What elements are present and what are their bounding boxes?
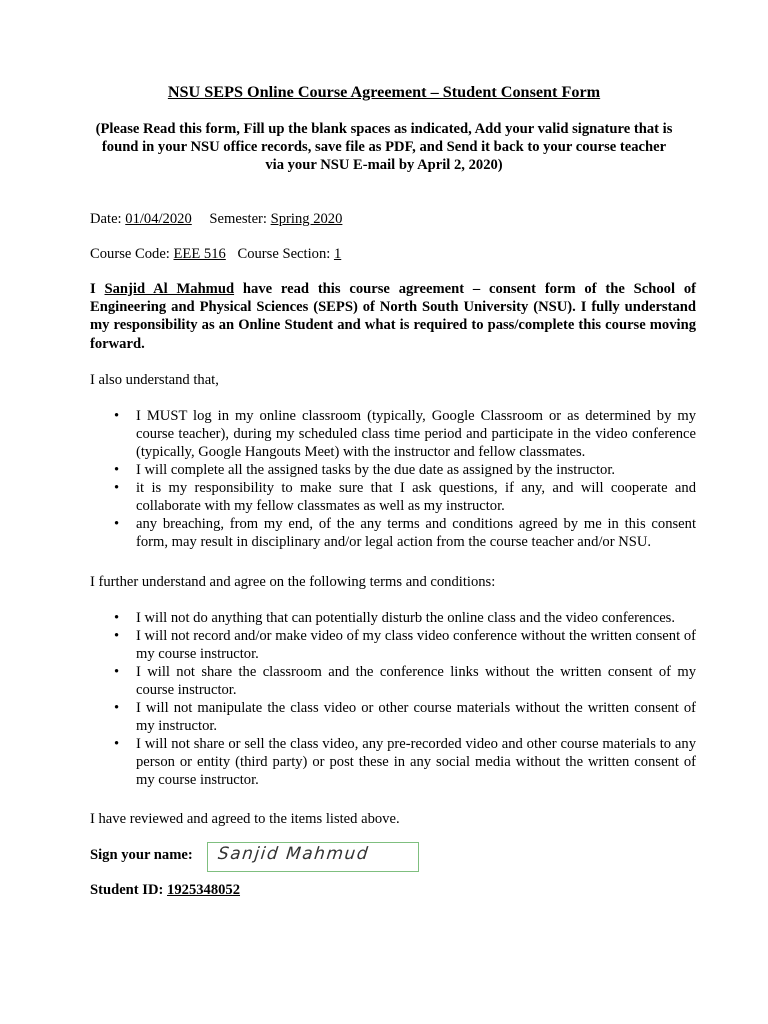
student-id-value[interactable]: 1925348052	[167, 882, 241, 898]
list-item: • it is my responsibility to make sure that I ask questions, if any, and will cooperate and collaborate with my fellow classmates as well as my instructor.	[114, 480, 696, 514]
date-value[interactable]: 01/04/2020	[125, 211, 192, 227]
section2-intro: I further understand and agree on the following terms and conditions:	[90, 574, 496, 590]
date-label: Date:	[90, 211, 122, 227]
course-section-label: Course Section:	[237, 246, 331, 262]
signature-field[interactable]	[207, 842, 419, 872]
bullet-icon: •	[114, 516, 120, 532]
bullet-icon: •	[114, 628, 120, 644]
course-line	[90, 245, 341, 263]
bullet-icon: •	[114, 408, 120, 424]
student-id-line	[90, 881, 240, 899]
section2-list	[90, 609, 696, 789]
date-semester-line	[90, 210, 342, 228]
list-item: • I will not manipulate the class video or other course materials without the written consent of my instructor.	[114, 700, 696, 734]
semester-label: Semester:	[209, 211, 267, 227]
form-instructions: (Please Read this form, Fill up the blank spaces as indicated, Add your valid signature that is found in your NSU office records, save file as PDF, and Send it back to your course teacher via your NSU E-mail by April 2, 2020)	[95, 121, 673, 173]
list-item: • I will not record and/or make video of my class video conference without the written consent of my course instructor.	[114, 628, 696, 662]
list-item: • I will not do anything that can potentially disturb the online class and the video conferences.	[114, 610, 676, 626]
declaration-text: have read this course agreement – consent form of the School of Engineering and Physical Sciences (SEPS) of North South University (NSU). I fully understand my responsibility as an Online Student and what is required to pass/complete this course moving forward.	[90, 281, 696, 352]
list-item: • I will not share or sell the class video, any pre-recorded video and other course materials to any person or entity (third party) or post these in any social media without the written consent of my course instructor.	[114, 736, 696, 788]
declaration-student-name[interactable]: Sanjid Al Mahmud	[104, 281, 235, 297]
declaration-prefix: I	[90, 281, 96, 297]
semester-value[interactable]: Spring 2020	[270, 211, 343, 227]
signature-value: Sanjid Mahmud	[216, 844, 371, 864]
list-item: • any breaching, from my end, of the any terms and conditions agreed by me in this consent form, may result in disciplinary and/or legal action from the course teacher and/or NSU.	[114, 516, 696, 550]
list-item: • I will complete all the assigned tasks by the due date as assigned by the instructor.	[114, 462, 616, 478]
bullet-icon: •	[114, 610, 120, 626]
course-code-label: Course Code:	[90, 246, 170, 262]
bullet-icon: •	[114, 462, 120, 478]
bullet-icon: •	[114, 736, 120, 752]
form-title: NSU SEPS Online Course Agreement – Student Consent Form	[167, 83, 601, 101]
student-id-label: Student ID:	[90, 882, 164, 898]
bullet-icon: •	[114, 664, 120, 680]
closing-statement: I have reviewed and agreed to the items listed above.	[90, 811, 400, 827]
bullet-icon: •	[114, 480, 120, 496]
course-section-value[interactable]: 1	[333, 246, 342, 262]
section1-list	[90, 407, 696, 551]
list-item: • I MUST log in my online classroom (typically, Google Classroom or as determined by my course teacher), during my scheduled class time period and participate in the video conference (typically, Google Hangouts Meet) with the instructor and fellow classmates.	[114, 408, 696, 460]
declaration-paragraph	[90, 280, 696, 353]
bullet-icon: •	[114, 700, 120, 716]
section1-intro: I also understand that,	[90, 372, 219, 388]
list-item: • I will not share the classroom and the conference links without the written consent of my course instructor.	[114, 664, 696, 698]
course-code-value[interactable]: EEE 516	[173, 246, 226, 262]
sign-name-label: Sign your name:	[90, 847, 193, 863]
